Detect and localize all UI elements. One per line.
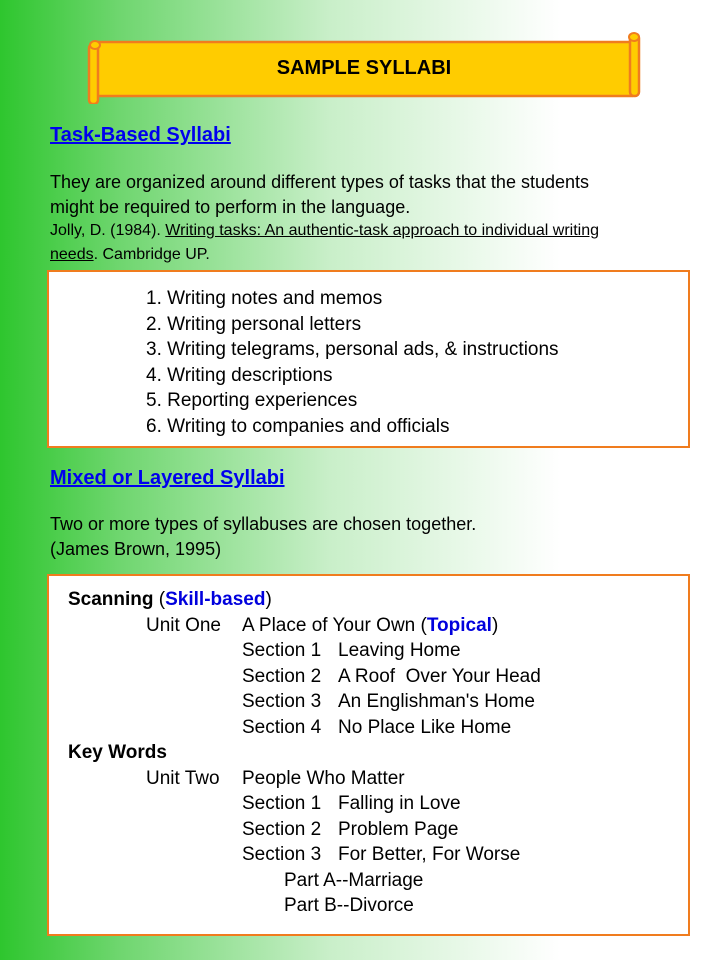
section-title: For Better, For Worse [338,844,521,865]
description-line: Two or more types of syllabuses are chosen together. [50,514,477,534]
unit-one-title [242,613,498,639]
list-item: 4. Writing descriptions [146,364,333,386]
task-list [146,286,559,439]
paren-close: ) [265,589,272,610]
section-label: Section 2 [242,818,322,840]
syllabus-outline-box [47,574,690,936]
key-words-label: Key Words [68,742,167,763]
list-item: 2. Writing personal letters [146,313,362,335]
section-label: Section 3 [242,844,322,865]
list-item: 3. Writing telegrams, personal ads, & instructions [146,339,559,360]
unit-two-title: People Who Matter [242,767,405,789]
section-title: No Place Like Home [338,716,512,738]
citation [50,219,700,267]
unit-title-text: A Place of Your Own ( [242,614,427,636]
description-line: might be required to perform in the language. [50,197,411,217]
section-title: Problem Page [338,818,459,840]
section-title: An Englishman's Home [338,691,535,712]
mixed-description [50,512,476,562]
part-item: Part B--Divorce [284,895,414,916]
section-title: Falling in Love [338,793,461,814]
description-line: They are organized around different types of tasks that the students [50,172,589,192]
section-label: Section 3 [242,691,322,712]
citation-title: needs [50,246,94,263]
task-list-box [47,270,690,448]
description-line: (James Brown, 1995) [50,539,222,559]
section-label: Section 2 [242,665,322,687]
section-label: Section 4 [242,716,322,738]
scanning-line [68,587,272,613]
scanning-label: Scanning [68,589,154,610]
page-title: SAMPLE SYLLABI [276,57,452,79]
section-title: Leaving Home [338,640,461,661]
unit-one-label: Unit One [146,614,221,636]
section-label: Section 1 [242,640,322,661]
paren-open: ( [153,589,166,610]
section-title: A Roof Over Your Head [338,665,541,687]
unit-two-label: Unit Two [146,767,220,789]
task-based-description [50,170,700,220]
skill-based-label: Skill-based [165,589,266,610]
citation-title: Writing tasks: An authentic-task approach to individual writing [165,222,599,239]
list-item: 5. Reporting experiences [146,390,358,411]
list-item: 6. Writing to companies and officials [146,415,450,437]
task-based-heading[interactable]: Task-Based Syllabi [50,124,231,146]
list-item: 1. Writing notes and memos [146,288,383,309]
topical-label: Topical [426,614,492,636]
paren-close: ) [491,614,499,636]
mixed-heading[interactable]: Mixed or Layered Syllabi [50,467,285,489]
citation-suffix: . Cambridge UP. [93,246,210,263]
section-label: Section 1 [242,793,322,814]
part-item: Part A--Marriage [284,869,424,891]
citation-prefix: Jolly, D. (1984). [50,222,166,239]
